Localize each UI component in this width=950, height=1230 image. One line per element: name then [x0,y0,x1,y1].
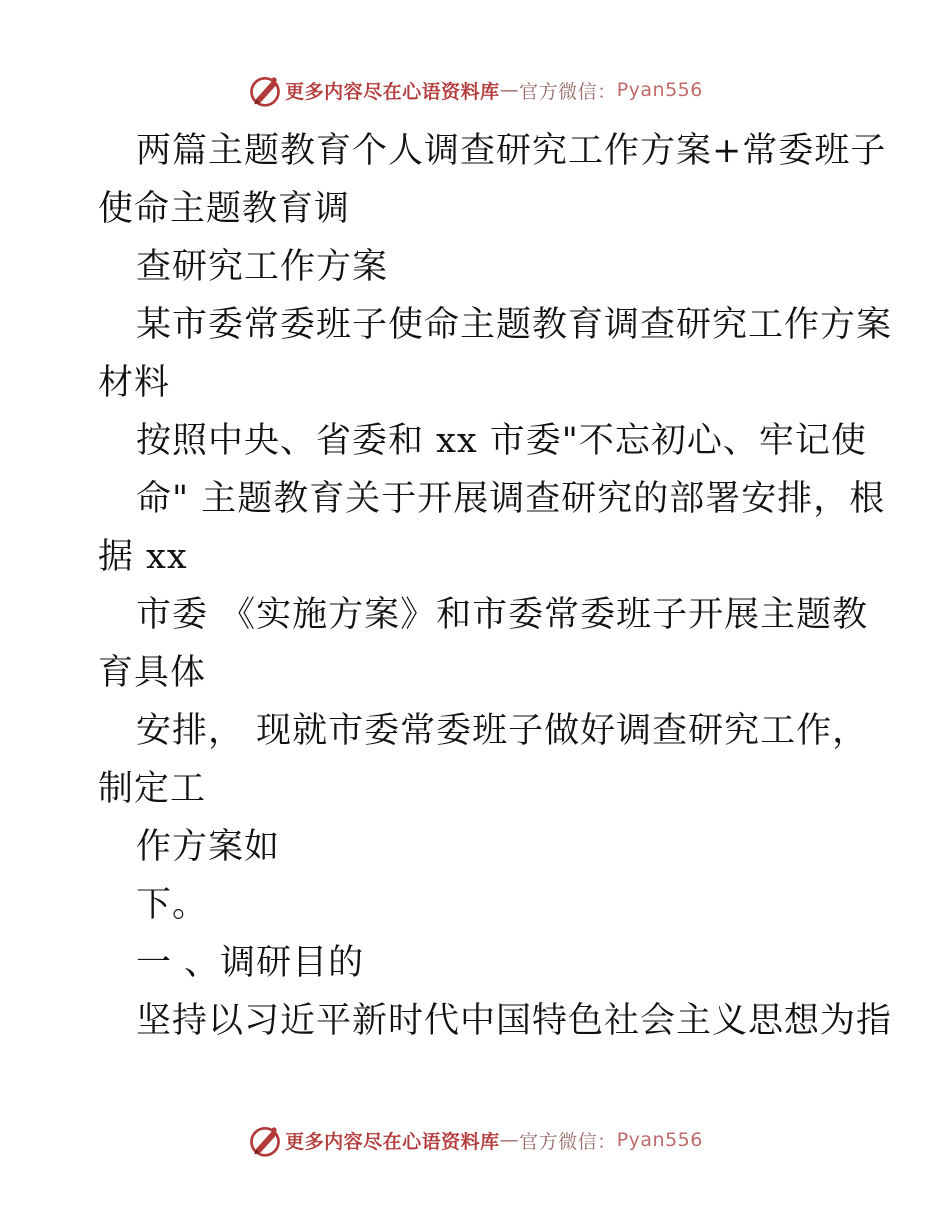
text-line: 某市委常委班子使命主题教育调查研究工作方案 [136,305,893,345]
footer-watermark [0,1120,950,1160]
watermark-official-label: 官方微信： [519,80,617,103]
text-line: 命" 主题教育关于开展调查研究的部署安排，根 [136,479,886,519]
text-line: 安排， 现就市委常委班子做好调查研究工作， [136,711,869,751]
watermark-dash: — [499,1129,520,1151]
text-line: 据 xx [98,537,188,577]
text-line: 坚持以习近平新时代中国特色社会主义思想为指 [136,1001,893,1041]
text-line: 作方案如 [136,827,281,867]
watermark-wechat-id: Pyan556 [616,79,703,101]
pen-circle-logo-icon [247,72,283,108]
text-line: 使命主题教育调 [98,189,351,229]
watermark-brand: 更多内容尽在心语资料库 [285,1130,500,1153]
watermark-official-label: 官方微信： [519,1130,617,1153]
text-line: 市委 《实施方案》和市委常委班子开展主题教 [136,595,869,635]
text-line: 下。 [136,885,209,925]
watermark-brand: 更多内容尽在心语资料库 [285,80,500,103]
text-line: 育具体 [98,653,207,693]
header-watermark [0,70,950,110]
watermark-wechat-id: Pyan556 [616,1129,703,1151]
text-line: 材料 [98,363,171,403]
section-heading: 一 、调研目的 [136,943,365,983]
pen-circle-logo-icon [247,1122,283,1158]
text-line: 查研究工作方案 [136,247,389,287]
document-body [98,122,893,1050]
text-line: 按照中央、省委和 xx 市委"不忘初心、牢记使 [136,421,867,461]
watermark-dash: — [499,79,520,101]
text-line: 制定工 [98,769,207,809]
text-line: 两篇主题教育个人调查研究工作方案+常委班子 [136,131,887,171]
